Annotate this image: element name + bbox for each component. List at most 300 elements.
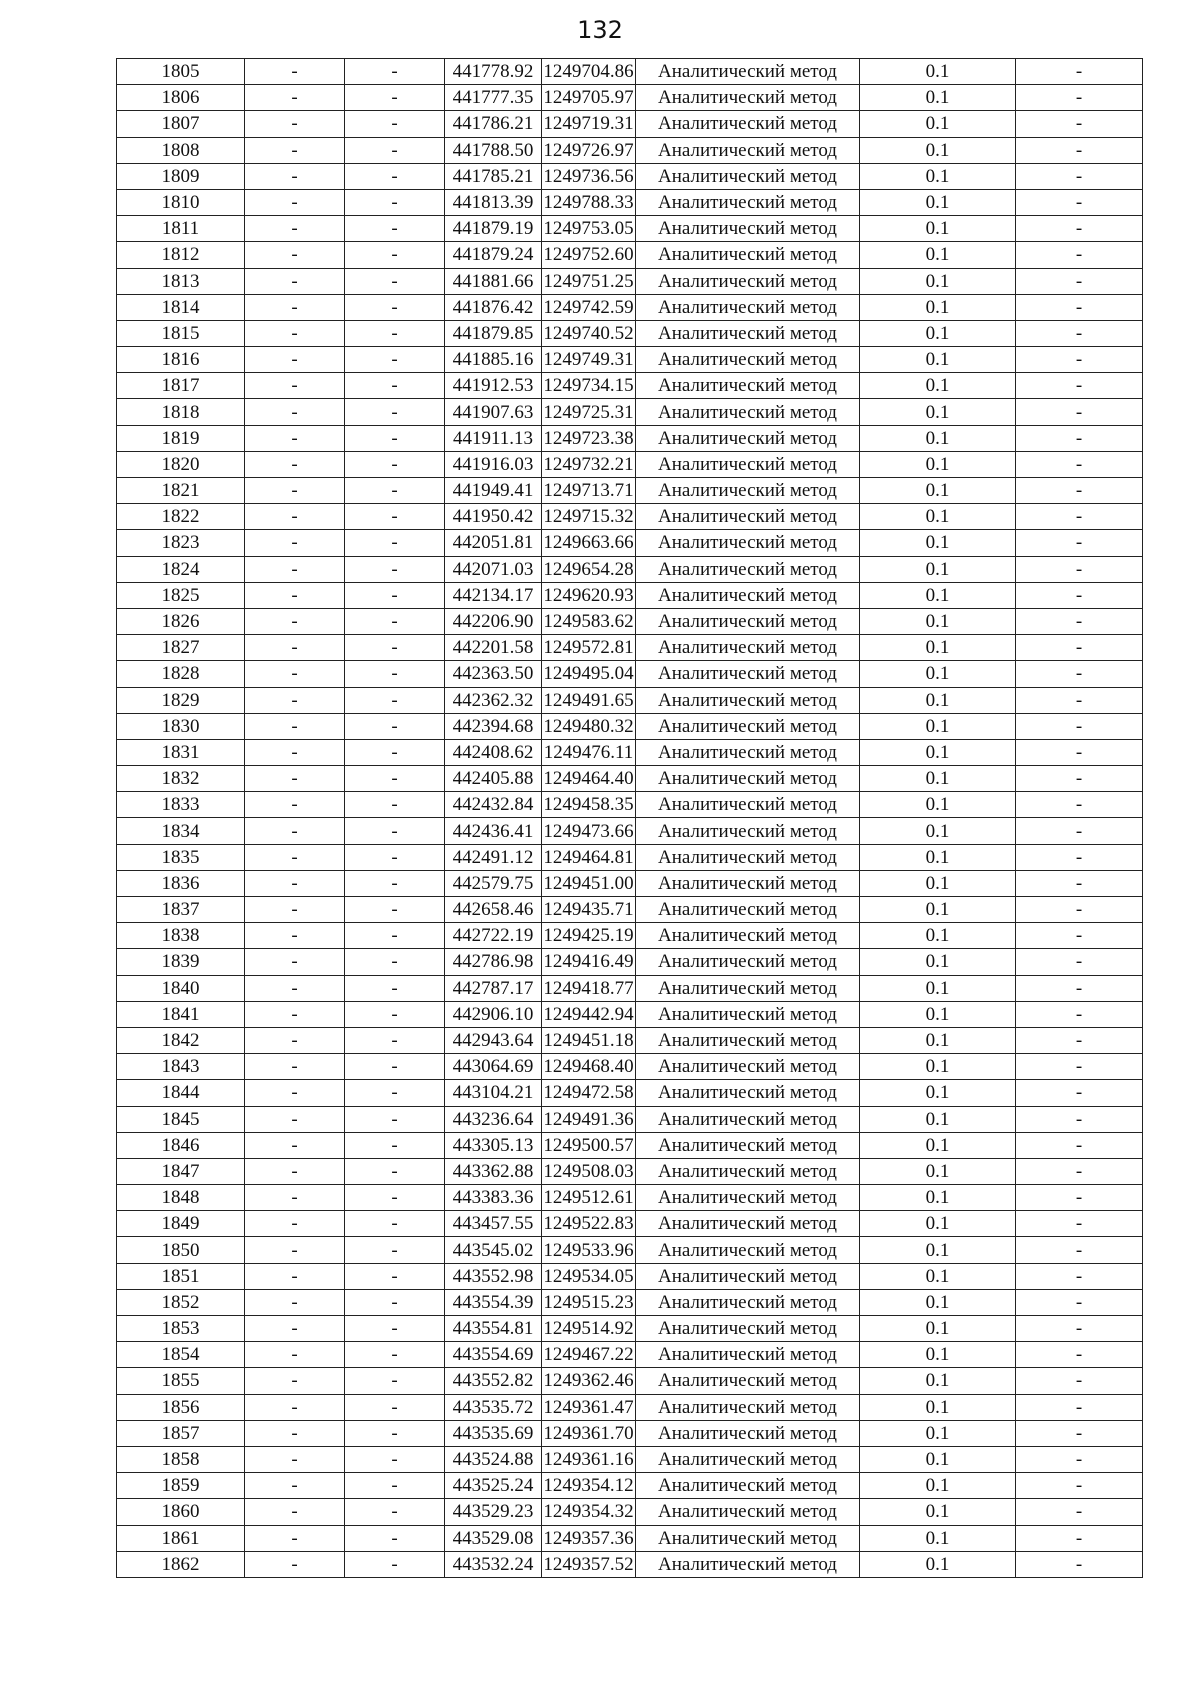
method-cell: Аналитический метод: [636, 766, 860, 792]
dash-cell-c: -: [1016, 635, 1143, 661]
dash-cell-c: -: [1016, 792, 1143, 818]
dash-cell-a: -: [245, 713, 345, 739]
method-cell: Аналитический метод: [636, 399, 860, 425]
dash-cell-a: -: [245, 320, 345, 346]
dash-cell-b: -: [345, 347, 445, 373]
dash-cell-b: -: [345, 268, 445, 294]
accuracy-cell: 0.1: [860, 1289, 1016, 1315]
table-row: [117, 608, 1143, 634]
x-coordinate-cell: 443104.21: [445, 1080, 542, 1106]
x-coordinate-cell: 441876.42: [445, 294, 542, 320]
method-cell: Аналитический метод: [636, 1027, 860, 1053]
x-coordinate-cell: 442134.17: [445, 582, 542, 608]
method-cell: Аналитический метод: [636, 111, 860, 137]
dash-cell-c: -: [1016, 1027, 1143, 1053]
y-coordinate-cell: 1249534.05: [542, 1263, 636, 1289]
dash-cell-a: -: [245, 1316, 345, 1342]
point-number-cell: 1808: [117, 137, 245, 163]
point-number-cell: 1816: [117, 347, 245, 373]
dash-cell-b: -: [345, 189, 445, 215]
point-number-cell: 1807: [117, 111, 245, 137]
accuracy-cell: 0.1: [860, 923, 1016, 949]
accuracy-cell: 0.1: [860, 399, 1016, 425]
accuracy-cell: 0.1: [860, 739, 1016, 765]
dash-cell-a: -: [245, 975, 345, 1001]
y-coordinate-cell: 1249467.22: [542, 1342, 636, 1368]
y-coordinate-cell: 1249663.66: [542, 530, 636, 556]
method-cell: Аналитический метод: [636, 242, 860, 268]
dash-cell-a: -: [245, 1289, 345, 1315]
point-number-cell: 1843: [117, 1054, 245, 1080]
x-coordinate-cell: 441778.92: [445, 59, 542, 85]
dash-cell-c: -: [1016, 1499, 1143, 1525]
method-cell: Аналитический метод: [636, 870, 860, 896]
x-coordinate-cell: 443524.88: [445, 1446, 542, 1472]
x-coordinate-cell: 442363.50: [445, 661, 542, 687]
y-coordinate-cell: 1249491.65: [542, 687, 636, 713]
dash-cell-a: -: [245, 294, 345, 320]
method-cell: Аналитический метод: [636, 975, 860, 1001]
point-number-cell: 1846: [117, 1132, 245, 1158]
accuracy-cell: 0.1: [860, 1185, 1016, 1211]
dash-cell-a: -: [245, 844, 345, 870]
table-row: [117, 1473, 1143, 1499]
accuracy-cell: 0.1: [860, 1525, 1016, 1551]
table-row: [117, 766, 1143, 792]
dash-cell-a: -: [245, 1080, 345, 1106]
method-cell: Аналитический метод: [636, 661, 860, 687]
accuracy-cell: 0.1: [860, 870, 1016, 896]
dash-cell-a: -: [245, 530, 345, 556]
table-row: [117, 1106, 1143, 1132]
table-row: [117, 713, 1143, 739]
dash-cell-a: -: [245, 949, 345, 975]
method-cell: Аналитический метод: [636, 844, 860, 870]
point-number-cell: 1809: [117, 163, 245, 189]
method-cell: Аналитический метод: [636, 1316, 860, 1342]
dash-cell-b: -: [345, 1289, 445, 1315]
dash-cell-c: -: [1016, 1289, 1143, 1315]
method-cell: Аналитический метод: [636, 923, 860, 949]
dash-cell-c: -: [1016, 504, 1143, 530]
dash-cell-c: -: [1016, 739, 1143, 765]
y-coordinate-cell: 1249512.61: [542, 1185, 636, 1211]
x-coordinate-cell: 443457.55: [445, 1211, 542, 1237]
table-row: [117, 216, 1143, 242]
y-coordinate-cell: 1249464.81: [542, 844, 636, 870]
y-coordinate-cell: 1249620.93: [542, 582, 636, 608]
table-row: [117, 1342, 1143, 1368]
method-cell: Аналитический метод: [636, 294, 860, 320]
table-row: [117, 870, 1143, 896]
x-coordinate-cell: 443064.69: [445, 1054, 542, 1080]
dash-cell-c: -: [1016, 216, 1143, 242]
dash-cell-b: -: [345, 1394, 445, 1420]
method-cell: Аналитический метод: [636, 137, 860, 163]
dash-cell-a: -: [245, 451, 345, 477]
dash-cell-a: -: [245, 478, 345, 504]
y-coordinate-cell: 1249472.58: [542, 1080, 636, 1106]
point-number-cell: 1814: [117, 294, 245, 320]
method-cell: Аналитический метод: [636, 320, 860, 346]
y-coordinate-cell: 1249705.97: [542, 85, 636, 111]
dash-cell-a: -: [245, 870, 345, 896]
point-number-cell: 1811: [117, 216, 245, 242]
dash-cell-b: -: [345, 1106, 445, 1132]
dash-cell-b: -: [345, 320, 445, 346]
point-number-cell: 1833: [117, 792, 245, 818]
y-coordinate-cell: 1249500.57: [542, 1132, 636, 1158]
table-row: [117, 530, 1143, 556]
accuracy-cell: 0.1: [860, 189, 1016, 215]
dash-cell-a: -: [245, 897, 345, 923]
dash-cell-b: -: [345, 687, 445, 713]
dash-cell-b: -: [345, 635, 445, 661]
y-coordinate-cell: 1249719.31: [542, 111, 636, 137]
dash-cell-c: -: [1016, 85, 1143, 111]
dash-cell-c: -: [1016, 242, 1143, 268]
method-cell: Аналитический метод: [636, 59, 860, 85]
point-number-cell: 1856: [117, 1394, 245, 1420]
accuracy-cell: 0.1: [860, 1263, 1016, 1289]
dash-cell-a: -: [245, 347, 345, 373]
accuracy-cell: 0.1: [860, 1420, 1016, 1446]
dash-cell-c: -: [1016, 1525, 1143, 1551]
method-cell: Аналитический метод: [636, 530, 860, 556]
table-row: [117, 1368, 1143, 1394]
method-cell: Аналитический метод: [636, 163, 860, 189]
x-coordinate-cell: 442394.68: [445, 713, 542, 739]
x-coordinate-cell: 443305.13: [445, 1132, 542, 1158]
dash-cell-c: -: [1016, 1106, 1143, 1132]
table-row: [117, 399, 1143, 425]
dash-cell-b: -: [345, 1316, 445, 1342]
accuracy-cell: 0.1: [860, 478, 1016, 504]
y-coordinate-cell: 1249361.47: [542, 1394, 636, 1420]
dash-cell-a: -: [245, 1027, 345, 1053]
y-coordinate-cell: 1249726.97: [542, 137, 636, 163]
point-number-cell: 1857: [117, 1420, 245, 1446]
y-coordinate-cell: 1249533.96: [542, 1237, 636, 1263]
dash-cell-b: -: [345, 137, 445, 163]
method-cell: Аналитический метод: [636, 347, 860, 373]
dash-cell-a: -: [245, 1054, 345, 1080]
table-row: [117, 1185, 1143, 1211]
method-cell: Аналитический метод: [636, 216, 860, 242]
y-coordinate-cell: 1249740.52: [542, 320, 636, 346]
point-number-cell: 1862: [117, 1551, 245, 1577]
accuracy-cell: 0.1: [860, 1446, 1016, 1472]
table-row: [117, 1499, 1143, 1525]
accuracy-cell: 0.1: [860, 1132, 1016, 1158]
dash-cell-b: -: [345, 739, 445, 765]
table-row: [117, 635, 1143, 661]
x-coordinate-cell: 441786.21: [445, 111, 542, 137]
y-coordinate-cell: 1249749.31: [542, 347, 636, 373]
dash-cell-c: -: [1016, 1185, 1143, 1211]
x-coordinate-cell: 443362.88: [445, 1158, 542, 1184]
dash-cell-c: -: [1016, 373, 1143, 399]
dash-cell-c: -: [1016, 818, 1143, 844]
y-coordinate-cell: 1249451.00: [542, 870, 636, 896]
method-cell: Аналитический метод: [636, 687, 860, 713]
dash-cell-b: -: [345, 1551, 445, 1577]
point-number-cell: 1841: [117, 1001, 245, 1027]
dash-cell-c: -: [1016, 347, 1143, 373]
dash-cell-a: -: [245, 373, 345, 399]
dash-cell-b: -: [345, 1473, 445, 1499]
dash-cell-a: -: [245, 1420, 345, 1446]
y-coordinate-cell: 1249508.03: [542, 1158, 636, 1184]
dash-cell-b: -: [345, 556, 445, 582]
accuracy-cell: 0.1: [860, 1158, 1016, 1184]
x-coordinate-cell: 441949.41: [445, 478, 542, 504]
table-row: [117, 739, 1143, 765]
y-coordinate-cell: 1249425.19: [542, 923, 636, 949]
x-coordinate-cell: 443554.81: [445, 1316, 542, 1342]
table-row: [117, 189, 1143, 215]
y-coordinate-cell: 1249491.36: [542, 1106, 636, 1132]
x-coordinate-cell: 442906.10: [445, 1001, 542, 1027]
accuracy-cell: 0.1: [860, 897, 1016, 923]
point-number-cell: 1831: [117, 739, 245, 765]
method-cell: Аналитический метод: [636, 1289, 860, 1315]
dash-cell-a: -: [245, 635, 345, 661]
accuracy-cell: 0.1: [860, 949, 1016, 975]
table-row: [117, 949, 1143, 975]
dash-cell-c: -: [1016, 111, 1143, 137]
point-number-cell: 1845: [117, 1106, 245, 1132]
dash-cell-b: -: [345, 818, 445, 844]
table-row: [117, 1263, 1143, 1289]
method-cell: Аналитический метод: [636, 1132, 860, 1158]
table-row: [117, 1001, 1143, 1027]
x-coordinate-cell: 443545.02: [445, 1237, 542, 1263]
dash-cell-c: -: [1016, 661, 1143, 687]
method-cell: Аналитический метод: [636, 582, 860, 608]
x-coordinate-cell: 442579.75: [445, 870, 542, 896]
dash-cell-b: -: [345, 1211, 445, 1237]
accuracy-cell: 0.1: [860, 844, 1016, 870]
dash-cell-b: -: [345, 59, 445, 85]
dash-cell-a: -: [245, 1551, 345, 1577]
method-cell: Аналитический метод: [636, 504, 860, 530]
x-coordinate-cell: 443535.72: [445, 1394, 542, 1420]
dash-cell-b: -: [345, 582, 445, 608]
x-coordinate-cell: 443554.69: [445, 1342, 542, 1368]
accuracy-cell: 0.1: [860, 451, 1016, 477]
table-row: [117, 1027, 1143, 1053]
method-cell: Аналитический метод: [636, 1211, 860, 1237]
point-number-cell: 1855: [117, 1368, 245, 1394]
dash-cell-c: -: [1016, 268, 1143, 294]
x-coordinate-cell: 443535.69: [445, 1420, 542, 1446]
dash-cell-b: -: [345, 425, 445, 451]
y-coordinate-cell: 1249713.71: [542, 478, 636, 504]
point-number-cell: 1805: [117, 59, 245, 85]
dash-cell-b: -: [345, 294, 445, 320]
x-coordinate-cell: 442405.88: [445, 766, 542, 792]
point-number-cell: 1832: [117, 766, 245, 792]
method-cell: Аналитический метод: [636, 1420, 860, 1446]
dash-cell-b: -: [345, 766, 445, 792]
dash-cell-a: -: [245, 1394, 345, 1420]
table-row: [117, 923, 1143, 949]
dash-cell-c: -: [1016, 1394, 1143, 1420]
point-number-cell: 1810: [117, 189, 245, 215]
dash-cell-b: -: [345, 1237, 445, 1263]
page-number: 132: [577, 16, 623, 44]
table-row: [117, 1394, 1143, 1420]
point-number-cell: 1827: [117, 635, 245, 661]
accuracy-cell: 0.1: [860, 975, 1016, 1001]
point-number-cell: 1844: [117, 1080, 245, 1106]
point-number-cell: 1840: [117, 975, 245, 1001]
dash-cell-a: -: [245, 137, 345, 163]
table-row: [117, 137, 1143, 163]
y-coordinate-cell: 1249742.59: [542, 294, 636, 320]
dash-cell-c: -: [1016, 1001, 1143, 1027]
accuracy-cell: 0.1: [860, 163, 1016, 189]
x-coordinate-cell: 442787.17: [445, 975, 542, 1001]
point-number-cell: 1834: [117, 818, 245, 844]
accuracy-cell: 0.1: [860, 373, 1016, 399]
x-coordinate-cell: 441788.50: [445, 137, 542, 163]
point-number-cell: 1858: [117, 1446, 245, 1472]
dash-cell-b: -: [345, 1499, 445, 1525]
method-cell: Аналитический метод: [636, 1237, 860, 1263]
point-number-cell: 1806: [117, 85, 245, 111]
y-coordinate-cell: 1249788.33: [542, 189, 636, 215]
x-coordinate-cell: 441881.66: [445, 268, 542, 294]
x-coordinate-cell: 443383.36: [445, 1185, 542, 1211]
point-number-cell: 1822: [117, 504, 245, 530]
y-coordinate-cell: 1249495.04: [542, 661, 636, 687]
coordinates-table: [116, 58, 1143, 1578]
dash-cell-b: -: [345, 844, 445, 870]
y-coordinate-cell: 1249514.92: [542, 1316, 636, 1342]
method-cell: Аналитический метод: [636, 1368, 860, 1394]
x-coordinate-cell: 442071.03: [445, 556, 542, 582]
dash-cell-a: -: [245, 608, 345, 634]
method-cell: Аналитический метод: [636, 635, 860, 661]
method-cell: Аналитический метод: [636, 1473, 860, 1499]
method-cell: Аналитический метод: [636, 1054, 860, 1080]
point-number-cell: 1853: [117, 1316, 245, 1342]
point-number-cell: 1847: [117, 1158, 245, 1184]
accuracy-cell: 0.1: [860, 530, 1016, 556]
method-cell: Аналитический метод: [636, 373, 860, 399]
x-coordinate-cell: 443525.24: [445, 1473, 542, 1499]
table-row: [117, 294, 1143, 320]
accuracy-cell: 0.1: [860, 1080, 1016, 1106]
dash-cell-b: -: [345, 530, 445, 556]
accuracy-cell: 0.1: [860, 1368, 1016, 1394]
table-row: [117, 242, 1143, 268]
y-coordinate-cell: 1249458.35: [542, 792, 636, 818]
dash-cell-b: -: [345, 1525, 445, 1551]
table-row: [117, 85, 1143, 111]
table-row: [117, 1211, 1143, 1237]
table-row: [117, 111, 1143, 137]
x-coordinate-cell: 443529.23: [445, 1499, 542, 1525]
x-coordinate-cell: 441885.16: [445, 347, 542, 373]
x-coordinate-cell: 443236.64: [445, 1106, 542, 1132]
table-row: [117, 1551, 1143, 1577]
y-coordinate-cell: 1249476.11: [542, 739, 636, 765]
y-coordinate-cell: 1249583.62: [542, 608, 636, 634]
dash-cell-c: -: [1016, 163, 1143, 189]
dash-cell-c: -: [1016, 1316, 1143, 1342]
point-number-cell: 1824: [117, 556, 245, 582]
accuracy-cell: 0.1: [860, 1001, 1016, 1027]
dash-cell-a: -: [245, 1237, 345, 1263]
y-coordinate-cell: 1249354.12: [542, 1473, 636, 1499]
table-body: [117, 59, 1143, 1578]
dash-cell-b: -: [345, 1185, 445, 1211]
method-cell: Аналитический метод: [636, 1106, 860, 1132]
accuracy-cell: 0.1: [860, 111, 1016, 137]
table-row: [117, 1446, 1143, 1472]
point-number-cell: 1820: [117, 451, 245, 477]
y-coordinate-cell: 1249725.31: [542, 399, 636, 425]
method-cell: Аналитический метод: [636, 713, 860, 739]
method-cell: Аналитический метод: [636, 425, 860, 451]
point-number-cell: 1848: [117, 1185, 245, 1211]
method-cell: Аналитический метод: [636, 556, 860, 582]
table-row: [117, 504, 1143, 530]
dash-cell-a: -: [245, 739, 345, 765]
table-row: [117, 320, 1143, 346]
table-row: [117, 1289, 1143, 1315]
x-coordinate-cell: 441950.42: [445, 504, 542, 530]
accuracy-cell: 0.1: [860, 1473, 1016, 1499]
x-coordinate-cell: 443554.39: [445, 1289, 542, 1315]
dash-cell-a: -: [245, 399, 345, 425]
dash-cell-b: -: [345, 1342, 445, 1368]
table-row: [117, 425, 1143, 451]
method-cell: Аналитический метод: [636, 189, 860, 215]
table-row: [117, 478, 1143, 504]
accuracy-cell: 0.1: [860, 1316, 1016, 1342]
dash-cell-c: -: [1016, 1237, 1143, 1263]
dash-cell-b: -: [345, 1027, 445, 1053]
method-cell: Аналитический метод: [636, 1158, 860, 1184]
accuracy-cell: 0.1: [860, 347, 1016, 373]
dash-cell-c: -: [1016, 1158, 1143, 1184]
dash-cell-a: -: [245, 1211, 345, 1237]
y-coordinate-cell: 1249704.86: [542, 59, 636, 85]
y-coordinate-cell: 1249723.38: [542, 425, 636, 451]
x-coordinate-cell: 441879.85: [445, 320, 542, 346]
dash-cell-a: -: [245, 792, 345, 818]
table-row: [117, 1420, 1143, 1446]
x-coordinate-cell: 441777.35: [445, 85, 542, 111]
dash-cell-c: -: [1016, 451, 1143, 477]
method-cell: Аналитический метод: [636, 1551, 860, 1577]
table-row: [117, 347, 1143, 373]
y-coordinate-cell: 1249354.32: [542, 1499, 636, 1525]
accuracy-cell: 0.1: [860, 818, 1016, 844]
y-coordinate-cell: 1249654.28: [542, 556, 636, 582]
y-coordinate-cell: 1249751.25: [542, 268, 636, 294]
dash-cell-b: -: [345, 373, 445, 399]
dash-cell-a: -: [245, 59, 345, 85]
dash-cell-c: -: [1016, 1054, 1143, 1080]
dash-cell-a: -: [245, 1525, 345, 1551]
x-coordinate-cell: 442722.19: [445, 923, 542, 949]
dash-cell-c: -: [1016, 1446, 1143, 1472]
